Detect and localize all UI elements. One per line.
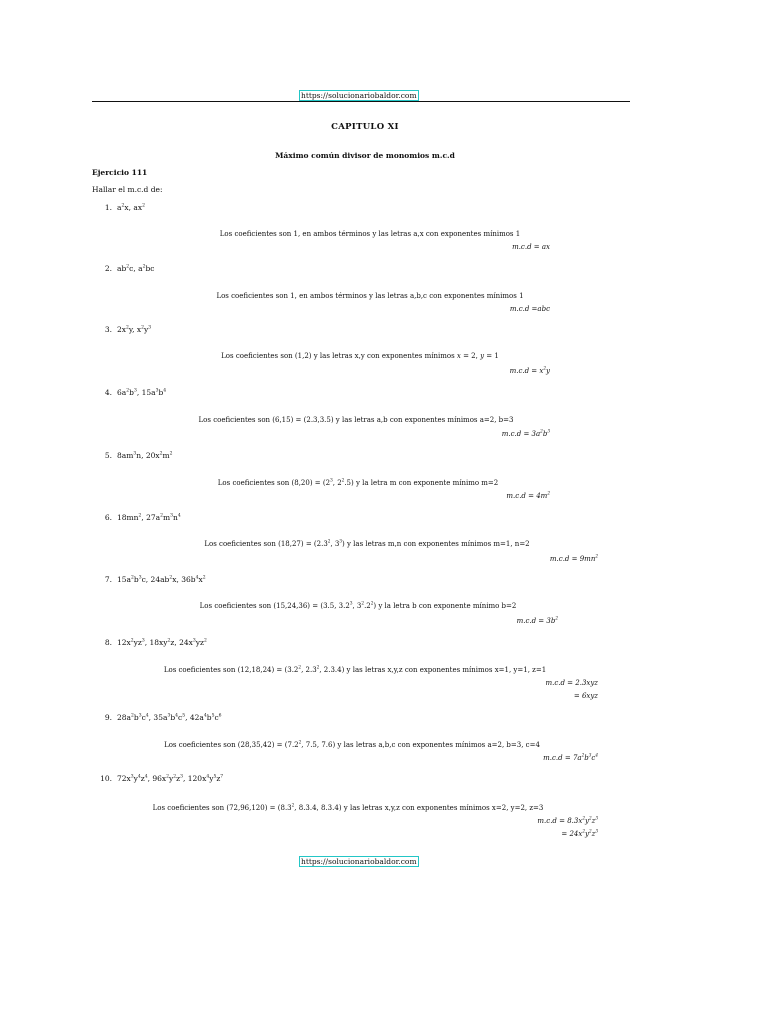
problem-expression: $15a^2b^3c$, $24ab^2x$, $36b^4x^2$: [117, 575, 206, 584]
problem-expression: $12x^2yz^3$, $18xy^2z$, $24x^3yz^2$: [117, 638, 207, 647]
problem-2-result: m.c.d =abc: [509, 305, 550, 313]
problem-8-result-line2: = 6xyz: [573, 692, 598, 700]
problem-4: [92, 388, 166, 397]
problem-1: [92, 203, 145, 212]
header-rule: [92, 101, 630, 102]
exercise-heading: Ejercicio 111: [92, 168, 148, 177]
problem-expression: $8am^3n$, $20x^2m^2$: [117, 451, 173, 460]
problem-8-explanation: Los coeficientes son $(12,18,24) = (3.2^2$, $2.3^2$, 2.3.4) y las letras x,y,z con exponentes mínimos x=1, y=1, z=1: [163, 664, 547, 674]
section-subtitle: Máximo común divisor de monomios m.c.d: [275, 151, 455, 160]
problem-number: 6.: [104, 513, 112, 522]
problem-10-result-line1: $m.c.d = 8.3x^2y^2z^3$: [537, 815, 598, 825]
problem-3: [92, 325, 151, 334]
problem-6-result: $m.c.d = 9mn^2$: [549, 553, 598, 563]
problem-number: 2.: [104, 264, 112, 273]
problem-1-result: m.c.d = ax: [512, 243, 550, 251]
footer-link[interactable]: https://solucionariobaldor.com: [301, 857, 417, 866]
problem-number: 1.: [104, 203, 112, 212]
problem-9: [92, 713, 222, 722]
problem-number: 3.: [104, 325, 112, 334]
problem-2-explanation: Los coeficientes son 1, en ambos términos y las letras a,b,c con exponentes mínimos 1: [216, 292, 524, 300]
problem-number: 8.: [104, 638, 112, 647]
problem-10-explanation: Los coeficientes son $(72,96,120) = (8.3^2$, 8.3.4, 8.3.4) y las letras x,y,z con exponentes mínimos x=2, y=2, z=3: [152, 802, 544, 812]
chapter-title: CAPITULO XI: [331, 122, 399, 132]
problem-expression: $18mn^2$, $27a^2m^3n^4$: [117, 513, 181, 522]
problem-3-result: $m.c.d = x^2y$: [509, 365, 550, 375]
problem-7: [92, 575, 206, 584]
problem-number: 5.: [104, 451, 112, 460]
problem-number: 9.: [104, 713, 112, 722]
problem-8: [92, 638, 207, 647]
problem-expression: $a^2x$, $ax^2$: [117, 203, 145, 212]
problem-10: [92, 774, 223, 783]
instruction-text: Hallar el m.c.d de:: [92, 185, 163, 194]
problem-number: 4.: [104, 388, 112, 397]
problem-number: 7.: [104, 575, 112, 584]
problem-6: [92, 513, 181, 522]
problem-expression: $72x^3y^4z^4$, $96x^2y^2z^3$, $120x^4y^5z^7$: [117, 774, 224, 783]
problem-5-explanation: Los coeficientes son $(8,20) = (2^3$, $2^2.5$) y la letra m con exponente mínimo m=2: [217, 477, 499, 487]
problem-3-explanation: Los coeficientes son (1,2) y las letras x,y con exponentes mínimos x = 2, y = 1: [221, 352, 499, 360]
problem-expression: $28a^2b^3c^4$, $35a^3b^4c^5$, $42a^4b^5c^6$: [117, 713, 222, 722]
problem-number: 10.: [100, 774, 112, 783]
problem-9-result: $m.c.d = 7a^2b^3c^4$: [543, 752, 598, 762]
problem-1-explanation: Los coeficientes son 1, en ambos términos y las letras a,x con exponentes mínimos 1: [219, 230, 521, 238]
problem-expression: $ab^2c$, $a^2bc$: [117, 264, 155, 273]
problem-10-result-line2: = $24x^2y^2z^3$: [561, 828, 598, 838]
problem-4-result: $m.c.d = 3a^2b^3$: [501, 428, 550, 438]
problem-8-result-line1: m.c.d = 2.3xyz: [545, 679, 598, 687]
problem-9-explanation: Los coeficientes son $(28,35,42) = (7.2^2$, 7.5, 7.6) y las letras a,b,c con exponentes mínimos a=2, b=3, c=4: [164, 739, 540, 749]
problem-expression: $6a^2b^3$, $15a^3b^4$: [117, 388, 167, 397]
problem-expression: $2x^2y$, $x^2y^3$: [117, 325, 152, 334]
problem-7-result: $m.c.d = 3b^2$: [516, 615, 558, 625]
problem-7-explanation: Los coeficientes son (15,24,36) = (3.5, $3.2^3$, $3^2.2^2$) y la letra b con exponente mínimo b=2: [199, 600, 517, 610]
problem-5-result: $m.c.d = 4m^2$: [506, 490, 550, 500]
problem-4-explanation: Los coeficientes son (6,15) = (2.3,3.5) y las letras a,b con exponentes mínimos a=2, b=3: [198, 416, 514, 424]
header-link[interactable]: https://solucionariobaldor.com: [301, 91, 417, 100]
problem-6-explanation: Los coeficientes son $(18,27) = (2.3^2$, $3^3$) y las letras m,n con exponentes mínimos m=1, n=2: [204, 538, 530, 548]
problem-2: [92, 264, 155, 273]
problem-5: [92, 451, 172, 460]
